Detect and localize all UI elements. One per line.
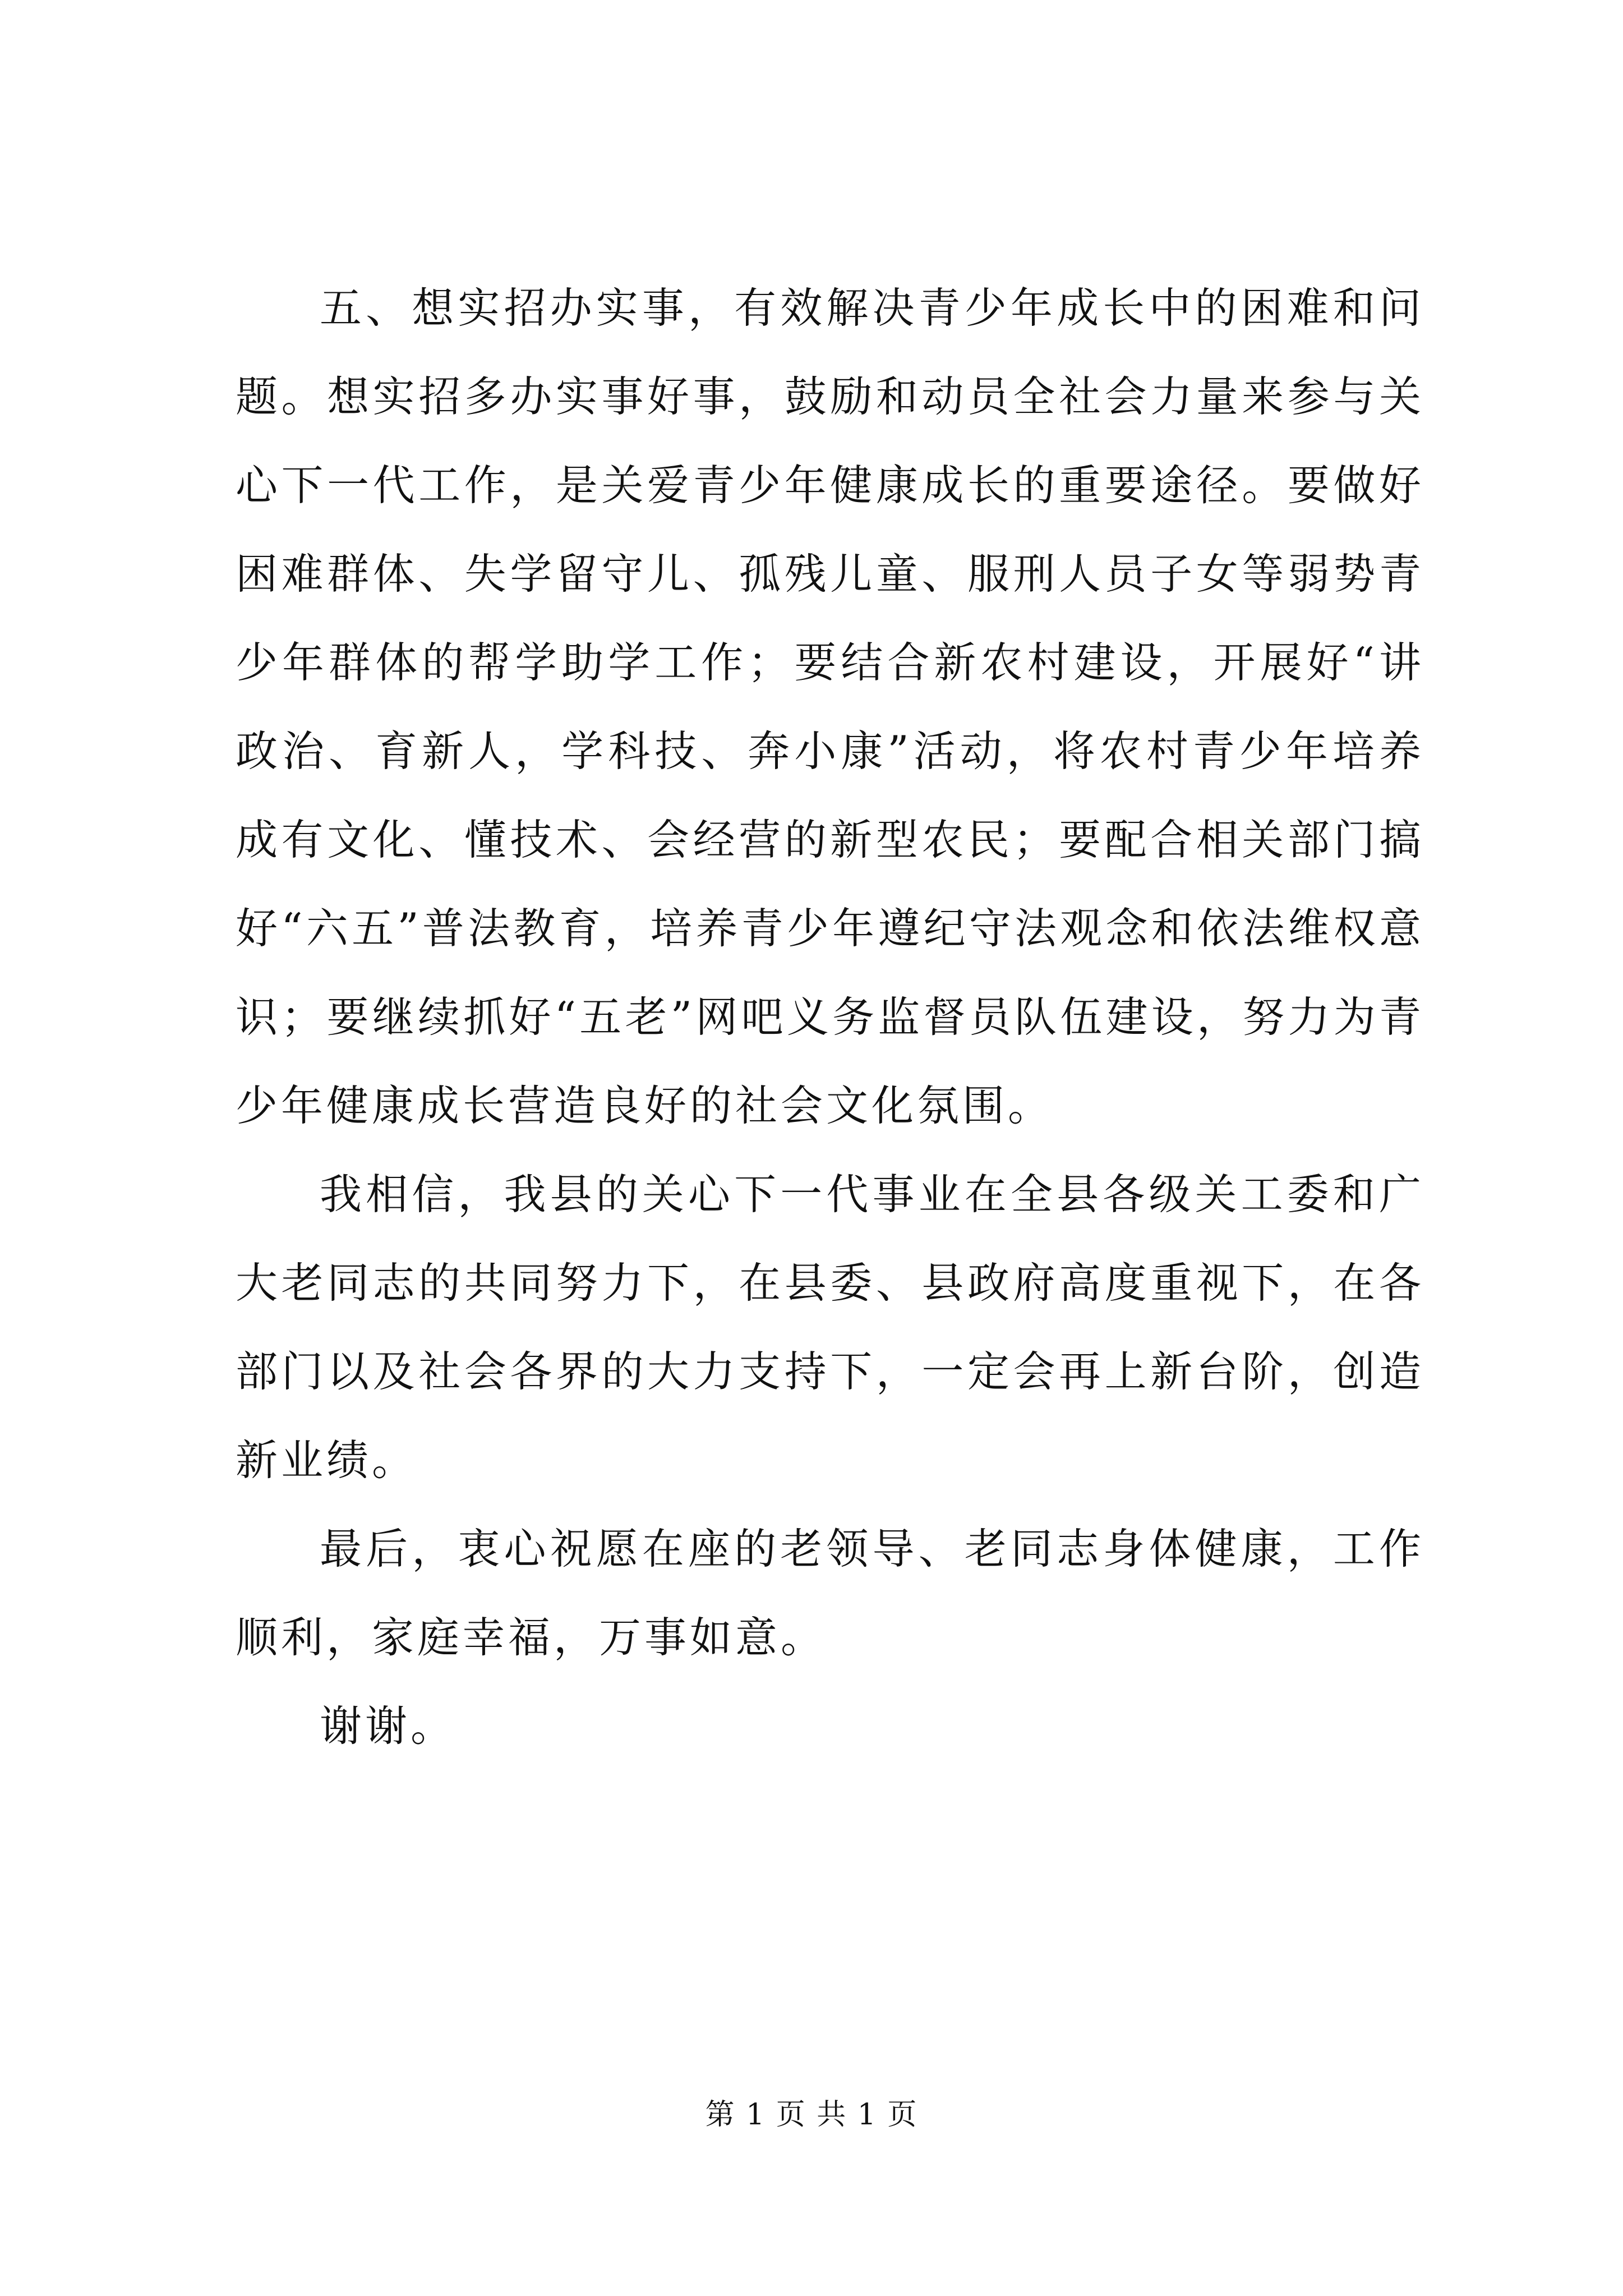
paragraph-belief: 我相信，我县的关心下一代事业在全县各级关工委和广大老同志的共同努力下，在县委、县政府高度重视下，在各部门以及社会各界的大力支持下，一定会再上新台阶，创造新业绩。 bbox=[236, 1170, 1424, 1485]
page-footer: 第 1 页 共 1 页 bbox=[705, 2098, 918, 2132]
paragraph-closing-wishes: 最后，衷心祝愿在座的老领导、老同志身体健康，工作顺利，家庭幸福，万事如意。 bbox=[236, 1524, 1424, 1662]
paragraph-thanks: 谢谢。 bbox=[320, 1701, 457, 1751]
document-body bbox=[236, 264, 1424, 1770]
paragraph-five-practical-measures: 五、想实招办实事，有效解决青少年成长中的困难和问题。想实招多办实事好事，鼓励和动员全社会力量来参与关心下一代工作，是关爱青少年健康成长的重要途径。要做好困难群体、失学留守儿、孤残儿童、服刑人员子女等弱势青少年群体的帮学助学工作；要结合新农村建设，开展好“讲政治、育新人，学科技、奔小康”活动，将农村青少年培养成有文化、懂技术、会经营的新型农民；要配合相关部门搞好“六五”普法教育，培养青少年遵纪守法观念和依法维权意识；要继续抓好“五老”网吧义务监督员队伍建设，努力为青少年健康成长营造良好的社会文化氛围。 bbox=[236, 283, 1424, 1130]
